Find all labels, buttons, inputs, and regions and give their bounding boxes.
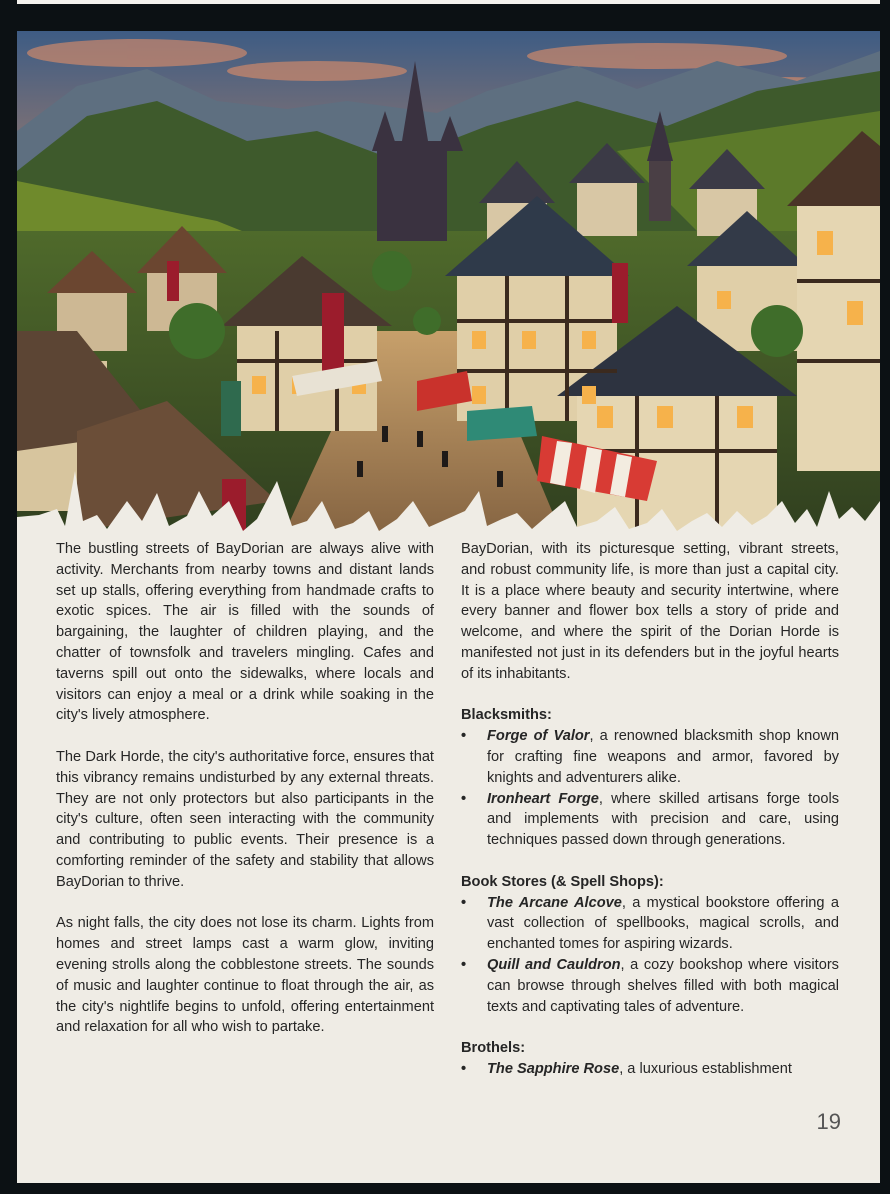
right-column [461, 539, 839, 1080]
bullet-icon: • [461, 956, 467, 973]
shop-description: , a mystical bookstore offering a vast collection of spellbooks, magical scrolls, and enchanted tomes for aspiring wizards. [487, 894, 839, 953]
paragraph: As night falls, the city does not lose its charm. Lights from homes and street lamps cast a warm glow, inviting evening strolls along the cobblestone streets. The sounds of music and laughter continue to float through the air, as the city's nightlife begins to unfold, offering entertainment and relaxation for all who wish to partake. [56, 915, 434, 1036]
town-illustration [17, 31, 880, 571]
page-number: 19 [816, 1109, 841, 1134]
shop-description: , where skilled artisans forge tools and implements with precision and care, using techniques passed down through generations. [487, 790, 839, 849]
document-page [17, 31, 880, 1183]
shop-description: , a cozy bookshop where visitors can browse through shelves filled with both magical texts and captivating tales of adventure. [487, 956, 839, 1015]
list-item [461, 789, 839, 851]
list-item [461, 955, 839, 1017]
section-heading-book-stores: Book Stores (& Spell Shops): [461, 873, 664, 890]
paragraph: The Dark Horde, the city's authoritative force, ensures that this vibrancy remains undisturbed by any external threats. They are not only protectors but also participants in the city's culture, often seen interacting with the community and contributing to public events. Their presence is a comforting reminder of the safety and stability that allows BayDorian to thrive. [56, 748, 434, 890]
shop-description: , a renowned blacksmith shop known for crafting fine weapons and armor, favored by knights and adventurers alike. [487, 728, 839, 786]
paragraph: The bustling streets of BayDorian are always alive with activity. Merchants from nearby towns and distant lands set up stalls, offering everything from handmade crafts to exotic spices. The air is filled with the sounds of bargaining, the laughter of children playing, and the chatter of townsfolk and travelers mingling. Cafes and taverns spill out onto the sidewalks, where locals and visitors can enjoy a meal or a drink while soaking in the city's lively atmosphere. [56, 541, 434, 724]
shop-name: Quill and Cauldron [487, 956, 621, 973]
list-item [461, 1059, 839, 1080]
bullet-icon: • [461, 728, 467, 745]
bullet-icon: • [461, 1060, 467, 1077]
shop-name: Ironheart Forge [487, 790, 599, 807]
section-heading-brothels: Brothels: [461, 1040, 526, 1057]
bullet-icon: • [461, 790, 467, 807]
list-item [461, 893, 839, 955]
shop-name: The Sapphire Rose [487, 1060, 620, 1077]
bullet-icon: • [461, 894, 467, 911]
shop-name: The Arcane Alcove [487, 894, 622, 911]
top-border [17, 0, 880, 4]
shop-name: Forge of Valor [487, 728, 590, 745]
left-column [56, 539, 434, 1059]
list-item [461, 726, 839, 788]
shop-description: , a luxurious establishment [619, 1060, 792, 1077]
intro-paragraph: BayDorian, with its picturesque setting, vibrant streets, and robust community life, is more than just a capital city. It is a place where beauty and security intertwine, where every banner and flower box tells a story of pride and welcome, and where the spirit of the Dorian Horde is manifested not just in its defenders but in the joyful hearts of its inhabitants. [461, 541, 839, 682]
section-heading-blacksmiths: Blacksmiths: [461, 707, 552, 724]
